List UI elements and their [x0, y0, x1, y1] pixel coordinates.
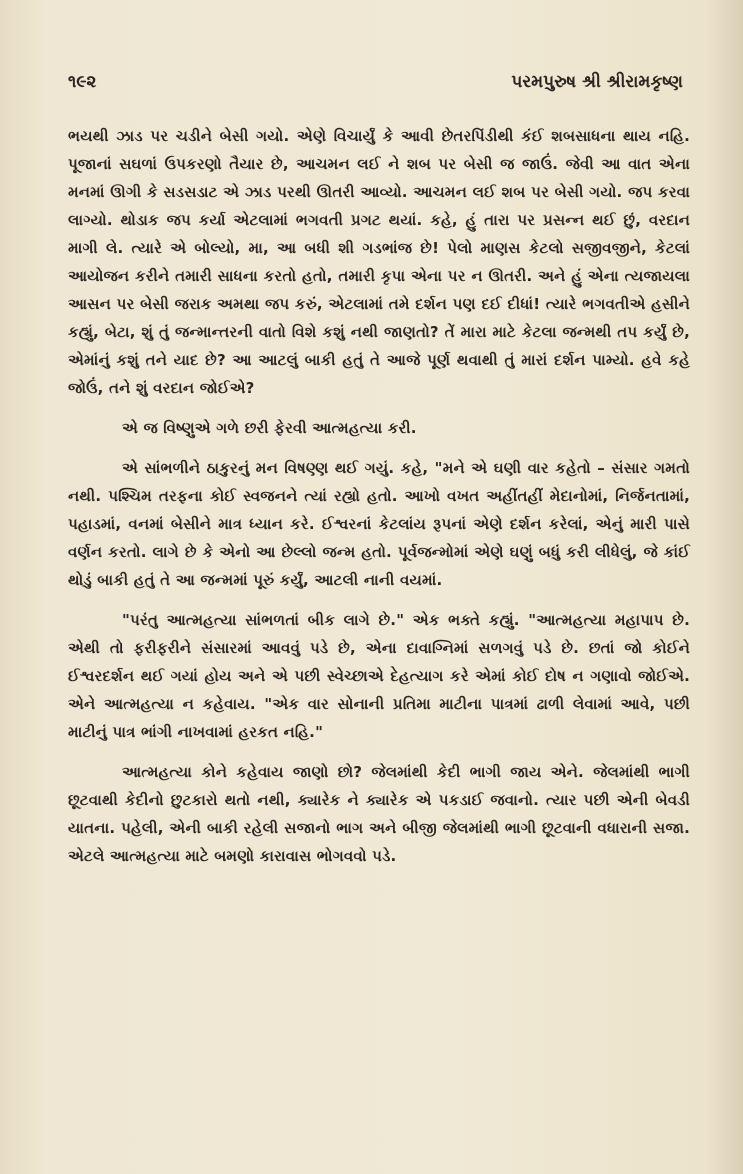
body-text — [68, 122, 690, 882]
page-number: ૧૯૨ — [68, 72, 97, 92]
paragraph: "પરંતુ આત્મહત્યા સાંભળતાં બીક લાગે છે." એક ભક્તે કહ્યું. "આત્મહત્યા મહાપાપ છે. એથી તો ફરીફરીને સંસારમાં આવવું પડે છે, એના દાવાગ્નિમાં સળગવું પડે છે. છતાં જો કોઈને ઈશ્વરદર્શન થઈ ગયાં હોય અને એ પછી સ્વેચ્છાએ દેહત્યાગ કરે એમાં કોઈ દોષ ન ગણાવો જોઈએ. એને આત્મહત્યા ન કહેવાય. "એક વાર સોનાની પ્રતિમા માટીના પાત્રમાં ઢાળી લેવામાં આવે, પછી માટીનું પાત્ર ભાંગી નાખવામાં હરકત નહિ." — [68, 611, 690, 741]
page-header — [68, 72, 683, 104]
running-title: પરમપુરુષ શ્રી શ્રીરામકૃષ્ણ — [511, 72, 683, 92]
paragraph: એ જ વિષ્ણુએ ગળે છરી ફેરવી આત્મહત્યા કરી. — [122, 419, 417, 437]
paragraph: ભયથી ઝાડ પર ચડીને બેસી ગયો. એણે વિચાર્યું કે આવી છેતરપિંડીથી કંઈ શબસાધના થાય નહિ. પૂજાનાં સઘળાં ઉપકરણો તૈયાર છે, આચમન લઈ ને શબ પર બેસી જ જાઉં. જેવી આ વાત એના મનમાં ઊગી કે સડસડાટ એ ઝાડ પરથી ઊતરી આવ્યો. આચમન લઈ શબ પર બેસી ગયો. જપ કરવા લાગ્યો. થોડાક જપ કર્યા એટલામાં ભગવતી પ્રગટ થયાં. કહે, હું તારા પર પ્રસન્ન થઈ છું, વરદાન માગી લે. ત્યારે એ બોલ્યો, મા, આ બધી શી ગડભાંજ છે! પેલો માણસ કેટલો સજીવજીને, કેટલાં આયોજન કરીને તમારી સાધના કરતો હતો, તમારી કૃપા એના પર ન ઊતરી. અને હું એના ત્યજાયલા આસન પર બેસી જરાક અમથા જપ કરું, એટલામાં તમે દર્શન પણ દઈ દીધાં! ત્યારે ભગવતીએ હસીને કહ્યું, બેટા, શું તું જન્માન્તરની વાતો વિશે કશું નથી જાણતો? તેં મારા માટે કેટલા જન્મથી તપ કર્યું છે, એમાંનું કશું તને યાદ છે? આ આટલું બાકી હતું તે આજે પૂર્ણ થવાથી તું મારાં દર્શન પામ્યો. હવે કહે જોઉં, તને શું વરદાન જોઈએ? — [68, 127, 690, 397]
paragraph: એ સાંભળીને ઠાકુરનું મન વિષણ્ણ થઈ ગયું. કહે, "મને એ ઘણી વાર કહેતો – સંસાર ગમતો નથી. પશ્ચિમ તરફના કોઈ સ્વજનને ત્યાં રહ્યો હતો. આખો વખત અહીંતહીં મેદાનોમાં, નિર્જનતામાં, પહાડમાં, વનમાં બેસીને માત્ર ધ્યાન કરે. ઈશ્વરનાં કેટલાંય રૂપનાં એણે દર્શન કરેલાં, એનું મારી પાસે વર્ણન કરતો. લાગે છે કે એનો આ છેલ્લો જન્મ હતો. પૂર્વજન્મોમાં એણે ઘણું બધું કરી લીધેલું, જે કાંઈ થોડું બાકી હતું તે આ જન્મમાં પૂરું કર્યું, આટલી નાની વયમાં. — [68, 459, 690, 589]
paragraph: આત્મહત્યા કોને કહેવાય જાણો છો? જેલમાંથી કેદી ભાગી જાય એને. જેલમાંથી ભાગી છૂટવાથી કેદીનો છુટકારો થતો નથી, ક્યારેક ને ક્યારેક એ પકડાઈ જવાનો. ત્યાર પછી એની બેવડી યાતના. પહેલી, એની બાકી રહેલી સજાનો ભાગ અને બીજી જેલમાંથી ભાગી છૂટવાની વધારાની સજા. એટલે આત્મહત્યા માટે બમણો કારાવાસ ભોગવવો પડે. — [68, 763, 690, 865]
page-edge-shadow — [707, 0, 743, 1174]
